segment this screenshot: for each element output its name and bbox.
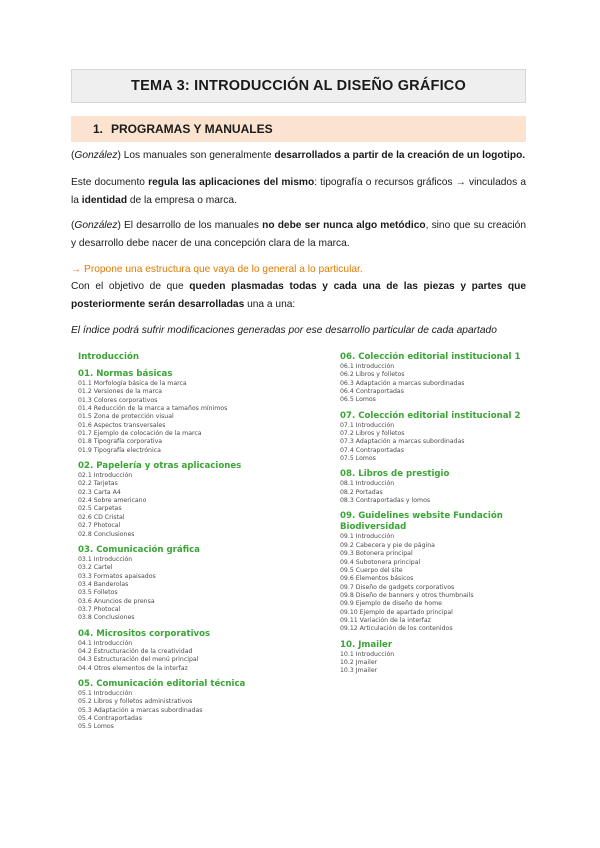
index-item: 09.11 Variación de la interfaz [340, 616, 431, 624]
index-item: 09.10 Ejemplo de apartado principal [340, 608, 453, 616]
index-group [78, 461, 333, 539]
index-item: 04.4 Otros elementos de la interfaz [78, 664, 188, 672]
paragraph-text: de la empresa o marca. [127, 195, 237, 206]
index-group [78, 629, 333, 673]
index-item: 04.3 Estructuración del menú principal [78, 656, 199, 664]
index-column-right [340, 352, 540, 682]
index-item: 09.4 Subotonera principal [340, 558, 421, 566]
index-item: 01.9 Tipografía electrónica [78, 446, 161, 454]
index-item: 05.4 Contraportadas [78, 715, 142, 722]
index-item: 07.1 Introducción [340, 421, 395, 429]
index-item: 06.5 Lomos [340, 396, 376, 404]
index-item: 02.4 Sobre americano [78, 497, 147, 505]
index-item: 09.6 Elementos básicos [340, 575, 414, 583]
paragraph-4 [71, 278, 526, 314]
index-item: 01.4 Reducción de la marca a tamaños mínimos [78, 405, 228, 413]
index-item: 10.2 Jmailer [340, 658, 378, 666]
paragraph-text: : tipografía o recursos gráficos → vinculados a la [71, 177, 526, 206]
index-item: 01.3 Colores corporativos [78, 396, 158, 404]
index-item: 02.8 Conclusiones [78, 530, 135, 538]
bold-text: identidad [81, 195, 128, 206]
index-item: 01.5 Zona de protección visual [78, 413, 174, 421]
index-item: 09.8 Diseño de banners y otros thumbnails [340, 591, 474, 599]
index-item: 01.7 Ejemplo de colocación de la marca [78, 430, 202, 438]
index-item: 02.5 Carpetas [78, 505, 122, 513]
index-item: 03.2 Cartel [78, 564, 113, 572]
paragraph-text: Este documento [71, 177, 149, 188]
index-item: 02.6 CD Cristal [78, 513, 125, 521]
paragraph-text: una a una: [244, 299, 296, 310]
index-item: 05.2 Libros y folletos administrativos [78, 698, 193, 706]
index-item: 09.7 Diseño de gadgets corporativos [340, 583, 455, 591]
index-note: El índice podrá sufrir modificaciones generadas por ese desarrollo particular de cada apartado [71, 325, 497, 336]
index-item: 01.8 Tipografía corporativa [78, 438, 163, 446]
index-item: 08.2 Portadas [340, 488, 383, 496]
index-item: 09.9 Ejemplo de diseño de home [340, 600, 442, 608]
index-item: 05.3 Adaptación a marcas subordinadas [78, 706, 203, 714]
index-item: 09.1 Introducción [340, 533, 395, 541]
author-ref: González [74, 220, 118, 231]
index-column-left [78, 352, 333, 738]
index-group [78, 545, 333, 623]
index-item: 09.2 Cabecera y pie de página [340, 541, 435, 549]
index-item: 03.5 Folletos [78, 589, 118, 597]
index-item: 03.6 Anuncios de prensa [78, 597, 155, 605]
index-item: 10.3 Jmailer [340, 667, 378, 675]
section-heading [71, 116, 526, 142]
paragraph-3: (González) El desarrollo de los manuales no debe ser nunca algo metódico, sino que su creación y desarrollo debe nacer de una concepción clara de la marca. [71, 220, 526, 249]
index-group [78, 369, 333, 455]
index-item: 03.8 Conclusiones [78, 614, 135, 622]
index-item: 01.2 Versiones de la marca [78, 388, 163, 396]
index-item: 04.2 Estructuración de la creatividad [78, 647, 193, 655]
index-item: 09.5 Cuerpo del site [340, 566, 403, 574]
index-group [340, 411, 540, 464]
index-item: 01.6 Aspectos transversales [78, 421, 166, 429]
index-group-title: 03. Comunicación gráfica [78, 544, 200, 555]
bold-text: no debe ser nunca algo metódico [262, 220, 426, 231]
index-item: 02.1 Introducción [78, 472, 133, 480]
paragraph-text: , sino que su creación y desarrollo debe nacer de una concepción clara de la marca. [71, 220, 526, 249]
paragraph-text: Los manuales son generalmente [120, 150, 275, 161]
index-group-title: 02. Papelería y otras aplicaciones [78, 461, 242, 472]
highlight-line: → Propone una estructura que vaya de lo general a lo particular. [71, 264, 363, 275]
section-label: PROGRAMAS Y MANUALES [111, 122, 273, 136]
index-group [340, 469, 540, 505]
index-group [78, 352, 333, 363]
index-group [340, 640, 540, 676]
bold-text: regula las aplicaciones del mismo [148, 177, 315, 188]
index-item: 08.3 Contraportadas y lomos [340, 497, 431, 505]
index-group-title: 04. Micrositos corporativos [78, 628, 211, 639]
index-item: 07.4 Contraportadas [340, 446, 404, 454]
index-item: 07.2 Libros y folletos [340, 430, 405, 438]
index-group-title: Introducción [78, 352, 139, 362]
index-group [78, 679, 333, 732]
index-item: 07.5 Lomos [340, 455, 376, 463]
index-item: 09.12 Articulación de los contenidos [340, 625, 453, 633]
paragraph-text: El desarrollo de los manuales [120, 220, 263, 231]
index-item: 06.3 Adaptación a marcas subordinadas [340, 379, 465, 387]
index-item: 04.1 Introducción [78, 639, 133, 647]
index-group-title: 01. Normas básicas [78, 369, 173, 379]
paragraph-2 [71, 174, 526, 210]
index-group-title: 07. Colección editorial institucional 2 [340, 410, 521, 421]
page-title: TEMA 3: INTRODUCCIÓN AL DISEÑO GRÁFICO [71, 69, 526, 103]
index-item: 08.1 Introducción [340, 480, 395, 488]
index-group-title: 09. Guidelines website Fundación Biodiversidad [340, 511, 503, 533]
index-group [340, 511, 540, 633]
index-item: 06.2 Libros y folletos [340, 371, 405, 379]
index-item: 10.1 Introducción [340, 650, 395, 658]
index-item: 06.1 Introducción [340, 363, 395, 370]
paragraph-text: Con el objetivo de que [71, 281, 190, 292]
paragraph-1: (González) Los manuales son generalmente desarrollados a partir de la creación de un logotipo. [71, 150, 526, 161]
index-item: 02.7 Photocal [78, 522, 121, 530]
index-group-title: 08. Libros de prestigio [340, 469, 450, 480]
index-item: 01.1 Morfología básica de la marca [78, 380, 187, 387]
index-item: 03.1 Introducción [78, 555, 133, 563]
index-group-title: 05. Comunicación editorial técnica [78, 678, 246, 689]
index-group-title: 10. Jmailer [340, 639, 393, 650]
index-item: 02.2 Tarjetas [78, 480, 118, 488]
index-item: 07.3 Adaptación a marcas subordinadas [340, 438, 465, 446]
index-group-title: 06. Colección editorial institucional 1 [340, 352, 521, 362]
index-item: 03.3 Formatos apaisados [78, 572, 156, 580]
index-item: 09.3 Botonera principal [340, 550, 413, 558]
bold-text: desarrollados a partir de la creación de un logotipo. [274, 150, 526, 161]
index-group [340, 352, 540, 405]
index-item: 05.5 Lomos [78, 723, 114, 731]
index-item: 06.4 Contraportadas [340, 388, 404, 396]
section-number: 1. [93, 122, 104, 136]
index-item: 02.3 Carta A4 [78, 488, 121, 496]
bold-text: queden plasmadas todas y cada una de las piezas y partes que posteriormente serán desarrolladas [71, 281, 526, 310]
index-item: 03.4 Banderolas [78, 580, 129, 588]
index-item: 05.1 Introducción [78, 689, 133, 697]
index-item: 03.7 Photocal [78, 605, 121, 613]
author-ref: González [74, 150, 118, 161]
